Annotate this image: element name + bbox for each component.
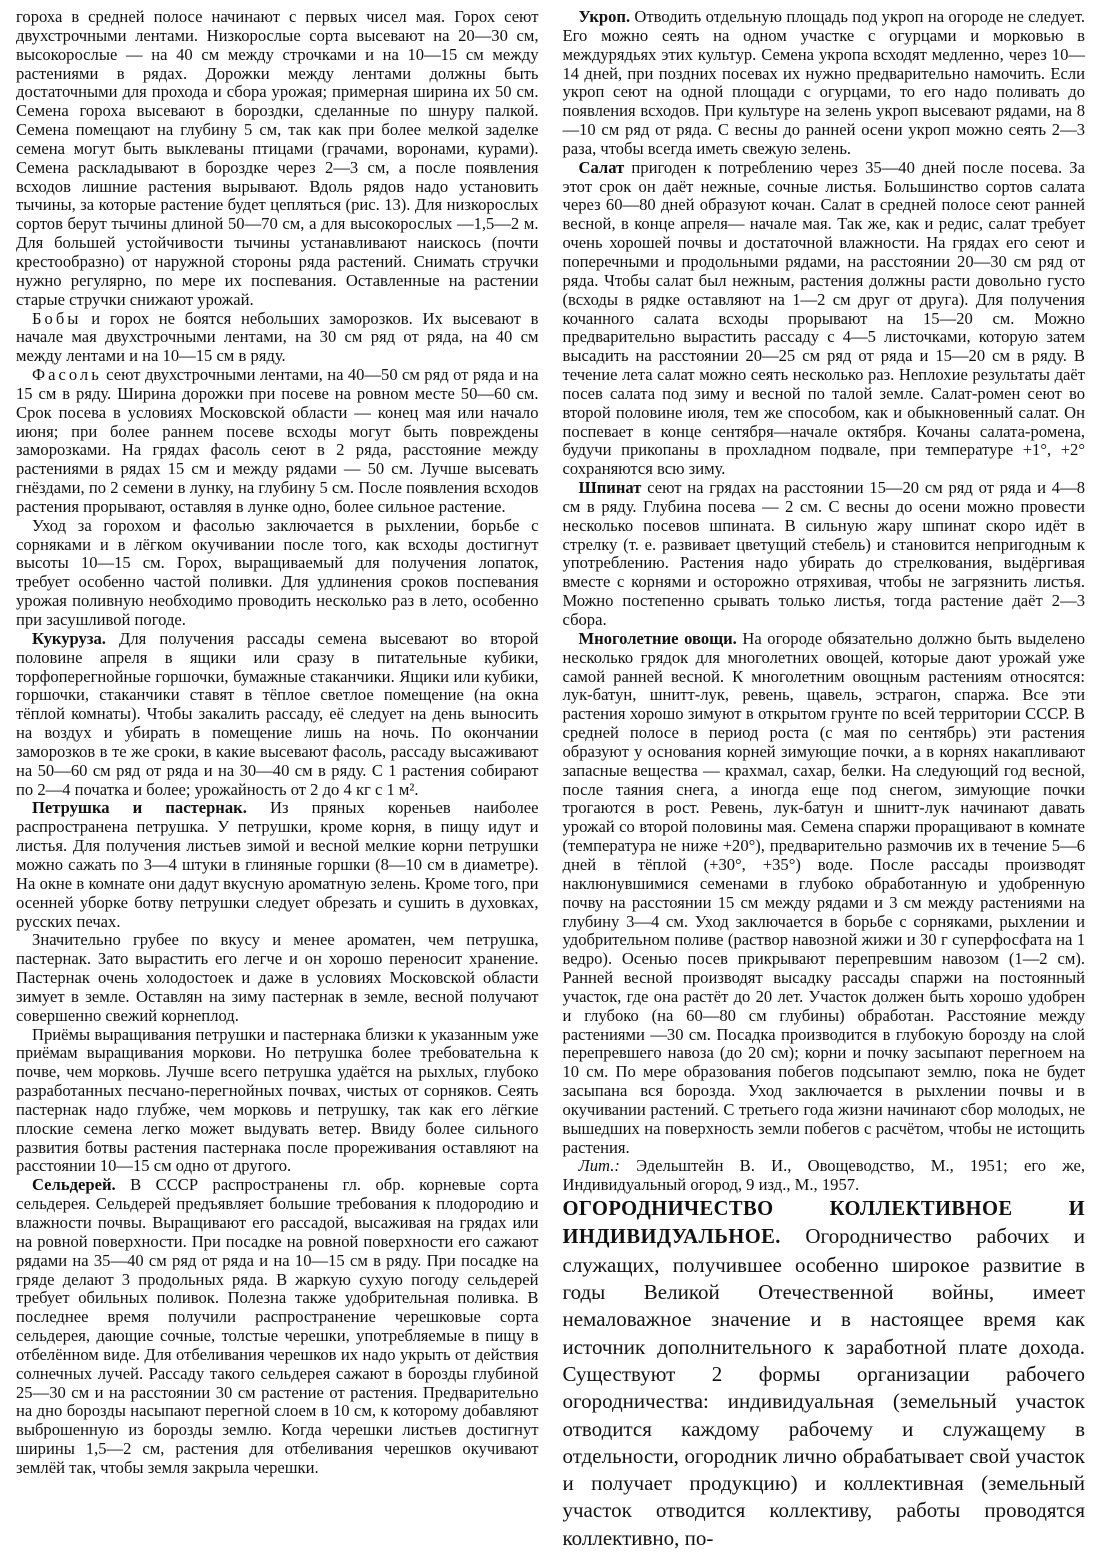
article-intro [563, 1195, 1086, 1552]
paragraph-lead: Бобы [32, 308, 82, 328]
paragraph-spinach [563, 479, 1086, 630]
paragraph-text: Из пряных кореньев наиболее распространена петрушка. У петрушки, кроме корня, в пищу идут и листья. Для получения листьев зимой и весной мелкие корни петрушки можно сажать по 3—4 штуки в глиняные горшки (8—10 см в диаметре). На окне в комнате они дадут вкусную ароматную зелень. Кроме того, при осенней уборке ботву петрушки следует обрезать и сушить в духовках, русских печах. [16, 798, 539, 931]
paragraph-text: сеют на грядах на расстоянии 15—20 см ряд от ряда и 4—8 см в ряду. Глубина посева — 2 см. С весны до осени можно провести несколько посевов шпината. В сильную жару шпинат скоро идёт в стрелку (т. е. развивает цветущий стебель) и становится непригодным к употреблению. Растения надо убирать до стрелкования, выдёргивая вместе с корнями и осторожно отряхивая, чтобы не загрязнить листья. Можно постепенно срывать только листья, тогда растение даёт 2—3 сбора. [562, 478, 1085, 629]
paragraph-corn [16, 630, 539, 800]
article-heading: ОГОРОДНИЧЕСТВО КОЛЛЕКТИВНОЕ И ИНДИВИДУАЛЬНОЕ. [562, 1198, 1085, 1249]
paragraph-peas-sowing [16, 8, 539, 310]
paragraph-heading: Шпинат [578, 478, 642, 498]
paragraph-dill [563, 8, 1086, 159]
paragraph-text: пригоден к потреблению через 35—40 дней после посева. За этот срок он даёт нежные, сочные листья. Большинство сортов салата через 60—80 дней образуют кочан. Салат в средней полосе сеют ранней весной, в конце апреля— начале мая. Так же, как и редис, салат требует очень хорошей почвы и достаточной влажности. На грядах его сеют и поперечными и продольными рядами, на расстоянии 20—30 см ряд от ряда. Чтобы салат был нежным, растения должны расти довольно густо (всходы в рядке оставляют на 1—2 см друг от друга). Для получения кочанного салата всходы прорывают на 15—20 см. Можно предварительно вырастить рассаду с 4—5 листочками, которую затем высадить на расстоянии 20—25 см ряд от ряда и 15—20 см в ряду. В течение лета салат можно сеять несколько раз. Неплохие результаты даёт посев салата под зиму и весной по талой земле. Салат-ромен сеют во второй половине июля, тем же способом, как и обыкновенный салат. Он поспевает в конце сентября—начале октября. Кочаны салата-ромена, будучи прикопаны в прохладном подвале, при температуре +1°, +2° сохраняются всю зиму. [562, 157, 1085, 479]
paragraph-text: и горох не боятся небольших заморозков. Их высевают в начале мая двухстрочными лентами, на 30 см ряд от ряда, на 40 см между лентами и на 10—15 см в ряду. [16, 308, 539, 366]
right-column [562, 7, 1086, 1550]
paragraph-care [16, 517, 539, 630]
paragraph-parsnip [16, 931, 539, 1025]
literature-reference [563, 1157, 1086, 1195]
literature-prefix: Лит.: [578, 1156, 620, 1176]
paragraph-kidney-beans [16, 366, 539, 517]
literature-text: Эдельштейн В. И., Овощеводство, М., 1951; его же, Индивидуальный огород, 9 изд., М., 1957. [562, 1156, 1085, 1195]
paragraph-beans [16, 310, 539, 367]
paragraph-text: Значительно грубее по вкусу и менее ароматен, чем петрушка, пастернак. Зато вырастить его легче и он хорошо переносит хранение. Пастернак очень холодостоек и даже в условиях Московской области зимует в земле. Оставлян на зиму пастернак в земле, весной получают совершенно свежий корнеплод. [16, 930, 539, 1025]
paragraph-celery [16, 1176, 539, 1478]
paragraph-parsley-methods [16, 1026, 539, 1177]
paragraph-text: гороха в средней полосе начинают с первых чисел мая. Горох сеют двухстрочными лентами. Низкорослые сорта высевают на 20—30 см, высокорослые — на 40 см между строчками и на 10—15 см между растениями в рядах. Дорожки между лентами должны быть достаточными для прохода и сбора урожая; примерная ширина их 50 см. Семена гороха высевают в бороздки, сделанные по шнуру палкой. Семена помещают на глубину 5 см, так как при более мелкой заделке семена могут быть выклеваны птицами (грачами, воронами, курами). Семена раскладывают в бороздке через 2—3 см, а после появления всходов лишние растения вырывают. Вдоль рядов надо установить тычины, за которые растение будет цепляться (рис. 13). Для низкорослых сортов берут тычины длиной 50—70 см, а для высокорослых —1,5—2 м. Для большей устойчивости тычины устанавливают наискось (почти крестообразно) от наружной стороны ряда растений. Снимать стручки нужно регулярно, по мере их поспевания. Оставленные на растении старые стручки снижают урожай. [16, 7, 539, 309]
paragraph-parsley-parsnip [16, 799, 539, 931]
paragraph-text: На огороде обязательно должно быть выделено несколько грядок для многолетних овощей, которые дают урожай уже самой ранней весной. К многолетним овощным растениям относятся: лук-батун, шнитт-лук, ревень, щавель, эстрагон, спаржа. Все эти растения хорошо зимуют в открытом грунте по всей территории СССР. В средней полосе в период роста (с мая по сентябрь) эти растения образуют у основания корней зимующие почки, а в корнях накапливают запасные вещества — крахмал, сахар, белки. На следующий год весной, после таяния снега, а иногда еще под снегом, зимующие почки трогаются в рост. Ревень, лук-батун и шнитт-лук начинают давать урожай со второй половины мая. Семена спаржи проращивают в комнате (температура не ниже +20°), предварительно размочив их в течение 5—6 дней в тёплой (+30°, +35°) воде. После рассады производят наклюнувшимися семенами в глубоко обработанную и удобренную почву на расстоянии 15 см между рядами и 3 см между растениями на глубину 3—4 см. Уход заключается в борьбе с сорняками, рыхлении и удобрительном поливе (раствор навозной жижи и 30 г суперфосфата на 1 ведро). Осенью посев прикрывают перепревшим навозом (1—2 см). Ранней весной производят высадку рассады спаржи на постоянный участок, где она растёт до 20 лет. Участок должен быть хорошо удобрен и глубоко (на 60—80 см глубины) обработан. Расстояние между растениями —30 см. Посадка производится в глубокую борозду на слой перепревшего навоза (до 20 см); корни и почку засыпают перегноем на 10 см. По мере образования побегов подсыпают землю, пока не будет засыпана вся борозда. Уход заключается в рыхлении почвы и в окучивании растений. С третьего года жизни начинают сбор молодых, не вышедших на поверхность земли побегов с расчётом, чтобы не истощить растения. [562, 628, 1085, 1157]
paragraph-heading: Сельдерей. [32, 1175, 116, 1195]
left-column [16, 8, 539, 1534]
paragraph-heading: Петрушка и пастернак. [32, 798, 247, 818]
paragraph-heading: Укроп. [578, 7, 631, 26]
paragraph-text: Приёмы выращивания петрушки и пастернака близки к указанным уже приёмам выращивания моркови. Но петрушка более требовательна к почве, чем морковь. Лучше всего петрушка удаётся на рыхлых, глубоко разработанных песчано-перегнойных почвах, чистых от сорняков. Сеять пастернак надо глубже, чем морковь и петрушку, так как его лёгкие плоские семена легко может выдувать ветер. Ввиду более сильного развития ботвы растения пастернака после прореживания оставляют на расстоянии 10—15 см одно от другого. [16, 1024, 539, 1176]
paragraph-perennial-vegetables [563, 630, 1086, 1158]
paragraph-text: Отводить отдельную площадь под укроп на огороде не следует. Его можно сеять на одном участке с огурцами и морковью в междурядьях этих культур. Семена укропа всходят медленно, через 10—14 дней, при поздних посевах их нужно предварительно намочить. Если укроп сеют на одной площади с огурцами, то его надо поливать до появления всходов. При культуре на зелень укроп высевают рядами, на 8—10 см ряд от ряда. С весны до ранней осени укроп можно сеять 2—3 раза, чтобы всегда иметь свежую зелень. [562, 7, 1085, 158]
paragraph-lead: Фасоль [32, 365, 102, 385]
paragraph-text: В СССР распространены гл. обр. корневые сорта сельдерея. Сельдерей предъявляет большие требования к плодородию и влажности почвы. Выращивают его рассадой, высаживая на грядах или на ровной поверхности. При посадке на ровной поверхности его сажают рядами на 35—40 см ряд от ряда и на 10—15 см в ряду. При посадке на гряде делают 3 продольных ряда. В жаркую сухую погоду сельдерей требует обильных поливок. Полезна также удобрительная поливка. В последнее время получили распространение черешковые сорта сельдерея, дающие сочные, толстые черешки, употребляемые в пищу в отбелённом виде. Для отбеливания черешков их надо укрыть от действия солнечных лучей. Рассаду такого сельдерея сажают в борозды глубиной 25—30 см и на расстоянии 30 см растение от растения. Предварительно на дно борозды насыпают перегной слоем в 10 см, к которому добавляют выброшенную из борозды землю. Когда черешки листьев достигнут ширины 1,5—2 см, растения для отбеливания черешков окучивают землёй так, чтобы земля закрыла черешки. [16, 1175, 539, 1477]
paragraph-lettuce [563, 159, 1086, 479]
paragraph-text: сеют двухстрочными лентами, на 40—50 см ряд от ряда и на 15 см в ряду. Ширина дорожки при посеве на ровном месте 50—60 см. Срок посева в условиях Московской области — конец мая или начало июня; при более раннем посеве всходы могут быть повреждены заморозками. На грядах фасоль сеют в 2 ряда, расстояние между растениями в рядах 15 см и между рядами — 50 см. Лучше высевать гнёздами, по 2 семени в лунку, на глубину 5 см. После появления всходов растения прорывают, оставляя в лунке одно, более сильное растение. [16, 365, 539, 516]
paragraph-heading: Кукуруза. [32, 628, 106, 648]
paragraph-text: Для получения рассады семена высевают во второй половине апреля в ящики или сразу в питательные кубики, торфоперегнойные горшочки, бумажные стаканчики. Ящики или кубики, горшочки, стаканчики ставят в тёплое светлое помещение (на окна тёплой комнаты). Чтобы закалить рассаду, её следует на день выносить на воздух и убирать в помещение лишь на ночь. По окончании заморозков в те же сроки, в какие высевают фасоль, рассаду высаживают на 50—60 см ряд от ряда и на 30—40 см в ряду. С 1 растения собирают по 2—4 початка и более; урожайность от 2 до 4 кг с 1 м². [16, 628, 539, 799]
article-text: Огородничество рабочих и служащих, получившее особенно широкое развитие в годы Великой Отечественной войны, имеет немаловажное значение и в настоящее время как источник дополнительного к заработной плате дохода. Существуют 2 формы организации рабочего огородничества: индивидуальная (земельный участок отводится каждому рабочему и служащему в отдельности, огородник лично обрабатывает свой участок и получает продукцию) и коллективная (земельный участок отводится коллективу, работы проводятся коллективно, по- [562, 1224, 1085, 1550]
paragraph-text: Уход за горохом и фасолью заключается в рыхлении, борьбе с сорняками и в лёгком окучивании после того, как всходы достигнут высоты 10—15 см. Горох, выращиваемый для получения лопаток, требует особенно частой поливки. Для удлинения сроков поспевания урожая поливную необходимо проводить несколько раз в лето, особенно при засушливой погоде. [16, 515, 539, 629]
paragraph-heading: Многолетние овощи. [578, 628, 737, 648]
paragraph-heading: Салат [578, 157, 625, 177]
